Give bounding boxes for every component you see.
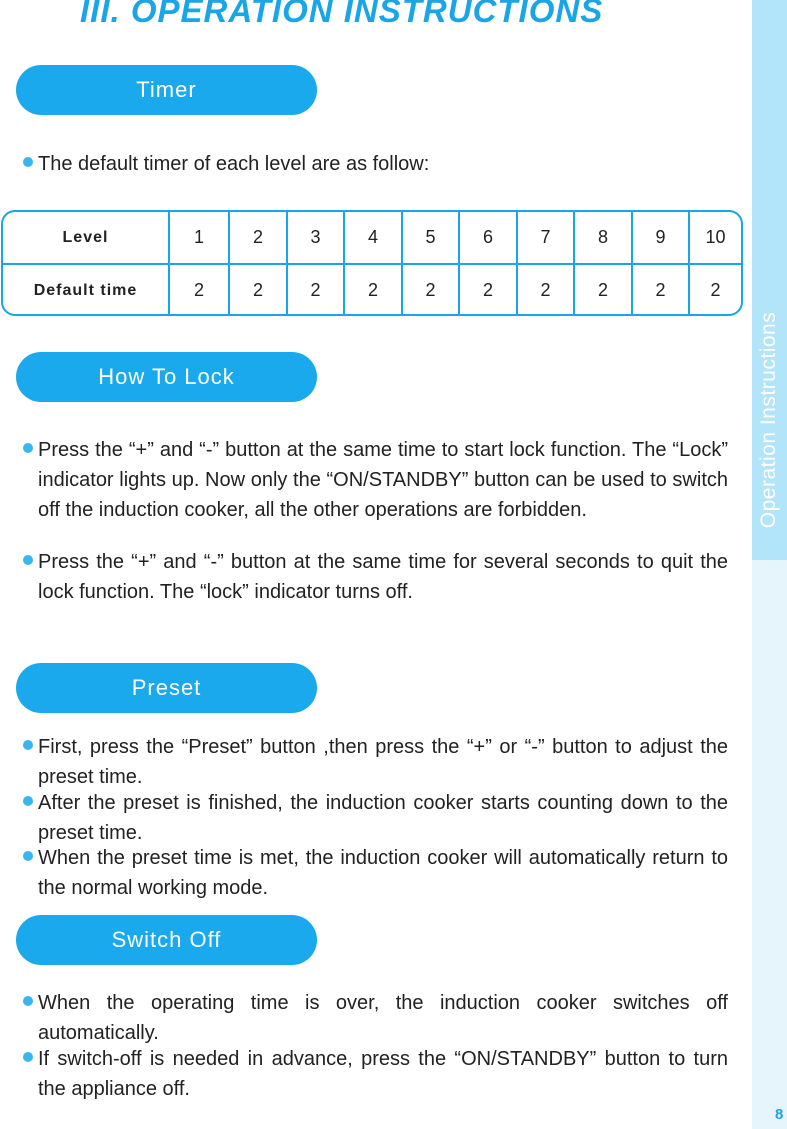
default-time-cell: 2	[710, 280, 721, 300]
side-label	[752, 285, 787, 555]
preset-heading: Preset	[16, 663, 317, 713]
lock-heading: How To Lock	[16, 352, 317, 402]
page-title: III. OPERATION INSTRUCTIONS	[80, 0, 604, 29]
level-cell: 7	[540, 227, 551, 247]
default-time-cell: 2	[540, 280, 551, 300]
bullet-icon	[23, 851, 33, 861]
row-header-default-time: Default time	[33, 281, 138, 299]
bullet-icon	[23, 157, 33, 167]
default-time-cell: 2	[482, 280, 493, 300]
bullet-icon	[23, 796, 33, 806]
bullet-icon	[23, 555, 33, 565]
level-cell: 8	[597, 227, 608, 247]
switch-off-heading: Switch Off	[16, 915, 317, 965]
page-number: 8	[775, 1106, 784, 1123]
level-cell: 6	[482, 227, 493, 247]
level-cell: 9	[655, 227, 666, 247]
lock-item: Press the “+” and “-” button at the same time to start lock function. The “Lock” indicator lights up. Now only the “ON/STANDBY” button can be used to switch off the induction cooker, all the other operations are forbidden.	[38, 439, 728, 521]
timer-intro: The default timer of each level are as follow:	[38, 153, 430, 175]
default-time-cell: 2	[597, 280, 608, 300]
preset-item: When the preset time is met, the induction cooker will automatically return to the normal working mode.	[38, 847, 728, 899]
preset-item: First, press the “Preset” button ,then press the “+” or “-” button to adjust the preset time.	[38, 736, 728, 788]
level-cell: 5	[425, 227, 436, 247]
default-time-cell: 2	[252, 280, 263, 300]
default-time-cell: 2	[367, 280, 378, 300]
level-cell: 1	[193, 227, 204, 247]
bullet-icon	[23, 740, 33, 750]
level-cell: 4	[367, 227, 378, 247]
row-header-level: Level	[62, 228, 109, 246]
bullet-icon	[23, 996, 33, 1006]
default-time-cell: 2	[193, 280, 204, 300]
default-time-cell: 2	[310, 280, 321, 300]
preset-item: After the preset is finished, the induction cooker starts counting down to the preset time.	[38, 792, 728, 844]
default-time-cell: 2	[425, 280, 436, 300]
timer-heading: Timer	[16, 65, 317, 115]
switch-off-item: If switch-off is needed in advance, press the “ON/STANDBY” button to turn the appliance off.	[38, 1048, 728, 1100]
level-cell: 10	[705, 227, 726, 247]
default-time-cell: 2	[655, 280, 666, 300]
switch-off-item: When the operating time is over, the induction cooker switches off automatically.	[38, 992, 728, 1044]
lock-item: Press the “+” and “-” button at the same time for several seconds to quit the lock function. The “lock” indicator turns off.	[38, 551, 728, 603]
level-cell: 3	[310, 227, 321, 247]
bullet-icon	[23, 1052, 33, 1062]
side-band	[752, 0, 787, 1129]
level-cell: 2	[252, 227, 263, 247]
bullet-icon	[23, 443, 33, 453]
side-label-text: Operation Instructions	[757, 311, 781, 529]
timer-table	[1, 210, 743, 316]
